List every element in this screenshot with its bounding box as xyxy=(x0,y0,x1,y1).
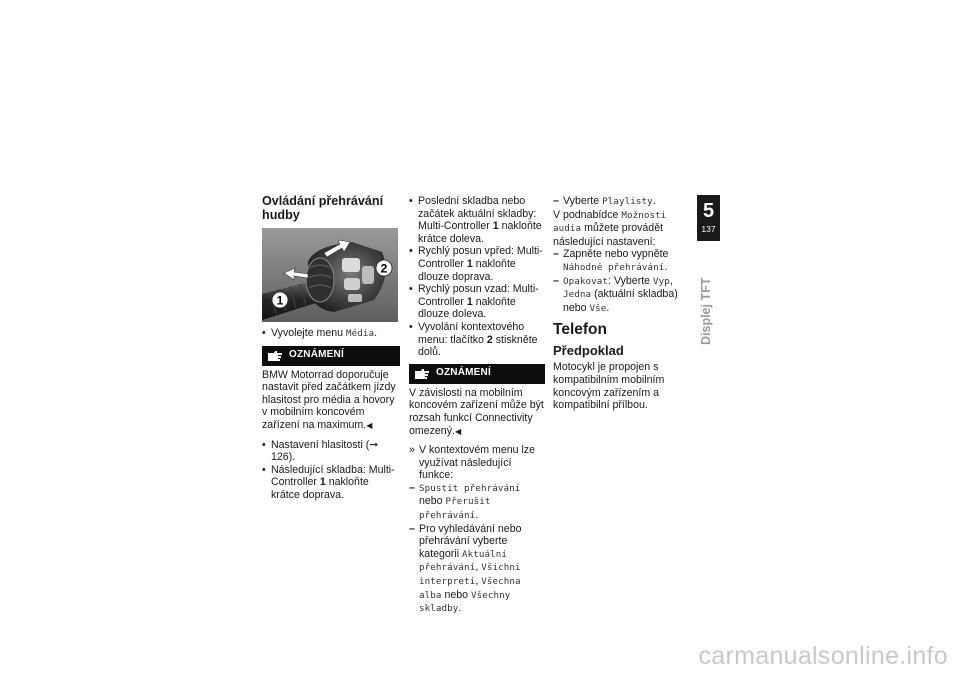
bullet-text: Vyvolání kontextového menu: tlačítko xyxy=(418,320,525,346)
predpoklad-text: Motocykl je propojen s kompatibilním mobilním koncovým zařízením a kompatibilní přílbou. xyxy=(553,361,665,412)
dash-text: Zapněte nebo vypněte xyxy=(563,248,669,261)
bullet-fast-forward xyxy=(409,245,545,283)
callout-1: 1 xyxy=(276,293,284,308)
bullet-text-end: nakloňte dlouze doleva. xyxy=(418,295,516,321)
section-heading-playback: Ovládání přehrávání hudby xyxy=(262,194,384,222)
separator: , xyxy=(475,561,482,574)
page-reference: 126 xyxy=(271,451,289,464)
page-reference-arrow-icon: ➞ xyxy=(369,438,379,451)
notice-banner xyxy=(409,364,545,384)
notice-banner xyxy=(262,346,400,366)
menu-option-off: Vyp xyxy=(653,275,670,287)
page-number: 137 xyxy=(701,224,716,234)
menu-option-current-playback: Aktuální přehrávání xyxy=(419,548,508,574)
dash-text-end: . xyxy=(652,195,656,207)
chapter-number: 5 xyxy=(702,200,715,222)
bullet-text-end: ). xyxy=(288,451,296,464)
dash-text: : Vyberte xyxy=(608,274,654,287)
menu-name-media: Média xyxy=(345,328,375,339)
para-text-end: můžete provádět následující nastavení: xyxy=(553,222,664,248)
subheading-predpoklad: Předpoklad xyxy=(553,343,624,359)
bullet-next-track xyxy=(262,464,400,502)
dash-item-playlists xyxy=(553,195,691,209)
bullet-rewind xyxy=(409,283,545,321)
dash-item-play-pause xyxy=(409,482,545,523)
notice-hand-icon xyxy=(415,368,429,379)
bullet-previous-track xyxy=(409,195,545,245)
bullet-text: Vyvolejte menu xyxy=(271,327,346,339)
controller-number: 1 xyxy=(319,476,326,489)
bullet-text: Rychlý posun vpřed: Multi-Controller xyxy=(418,245,543,270)
callout-2: 2 xyxy=(380,261,388,276)
bullet-text-end: nakloňte dlouze doprava. xyxy=(418,257,516,283)
bullet-text-end: stiskněte dolů. xyxy=(418,333,538,359)
bullet-volume xyxy=(262,439,400,464)
bullet-text-end: . xyxy=(374,327,378,339)
handlebar-controls-photo xyxy=(262,228,398,322)
notice-hand-icon xyxy=(268,350,282,361)
column-2 xyxy=(409,195,545,616)
bullet-text-end: nakloňte krátce doleva. xyxy=(418,220,542,245)
menu-option-start-playback: Spustit přehrávání xyxy=(419,482,521,494)
dash-item-categories xyxy=(409,523,545,616)
column-3 xyxy=(553,195,691,412)
notice-text xyxy=(262,369,400,433)
dash-text-end: . xyxy=(664,260,668,273)
menu-option-pause-playback: Přerušit přehrávání xyxy=(419,496,491,522)
menu-option-audio-options: Možnosti audia xyxy=(553,209,667,235)
controller-number: 1 xyxy=(466,295,473,308)
menu-option-all-tracks: Všechny skladby xyxy=(419,589,511,615)
bullet-text: Následující skladba: Multi-Controller xyxy=(271,463,395,489)
bullet-text-end: nakloňte krátce doprava. xyxy=(271,476,369,501)
chapter-tab xyxy=(697,195,720,241)
separator: , xyxy=(669,274,673,287)
dash-text: Pro vyhledávání nebo přehrávání vyberte kategorii xyxy=(419,522,522,560)
notice-body: V závislosti na mobilním koncovém zařízení může být rozsah funkcí Connectivity omezený. xyxy=(409,386,544,437)
menu-option-playlists: Playlisty xyxy=(602,196,653,207)
watermark: carmanualsonline.info xyxy=(698,642,948,670)
notice-label: OZNÁMENÍ xyxy=(289,349,344,361)
menu-option-all: Vše xyxy=(589,302,607,314)
para-text: V podnabídce xyxy=(553,208,622,221)
chapter-side-label: Displej TFT xyxy=(699,277,713,345)
separator: , xyxy=(475,575,482,588)
notice-body: BMW Motorrad doporučuje nastavit před začátkem jízdy hlasitost pro média a hovory v mobilním koncovém zařízení na maximum. xyxy=(262,368,396,431)
controller-number: 1 xyxy=(466,257,473,270)
menu-option-all-artists: Všichni interpreti xyxy=(419,562,521,588)
dash-item-repeat xyxy=(553,275,691,316)
result-line: » V kontextovém menu lze využívat následující funkce: xyxy=(409,444,545,482)
dash-text: nebo xyxy=(441,588,471,601)
dash-text-end: . xyxy=(475,509,479,522)
dash-text: Vyberte xyxy=(563,195,603,207)
section-heading-telefon: Telefon xyxy=(553,321,607,339)
bullet-text: Poslední skladba nebo začátek aktuální skladby: Multi-Controller xyxy=(418,195,537,233)
audio-options-paragraph xyxy=(553,209,691,249)
dash-text-end: . xyxy=(606,301,610,314)
dash-text-end: . xyxy=(458,602,462,615)
menu-option-one: Jedna xyxy=(563,289,592,301)
end-mark-icon: ◀ xyxy=(454,426,462,436)
bullet-call-media xyxy=(262,327,400,341)
notice-text xyxy=(409,387,545,438)
bullet-text: Nastavení hlasitosti ( xyxy=(271,438,370,451)
bullet-context-menu xyxy=(409,321,545,359)
dash-text: nebo xyxy=(419,495,446,508)
button-number: 2 xyxy=(486,333,493,346)
menu-option-all-albums: Všechna alba xyxy=(419,576,521,601)
controller-number: 1 xyxy=(492,220,499,233)
bullet-text: Rychlý posun vzad: Multi-Controller xyxy=(418,283,539,308)
dash-item-shuffle xyxy=(553,248,691,274)
dash-text: (aktuální skladba) nebo xyxy=(563,288,678,314)
column-1 xyxy=(262,194,400,502)
menu-option-shuffle: Náhodné přehrávání xyxy=(563,261,665,273)
notice-label: OZNÁMENÍ xyxy=(436,367,491,379)
menu-option-repeat: Opakovat xyxy=(563,275,609,287)
end-mark-icon: ◀ xyxy=(366,420,373,430)
